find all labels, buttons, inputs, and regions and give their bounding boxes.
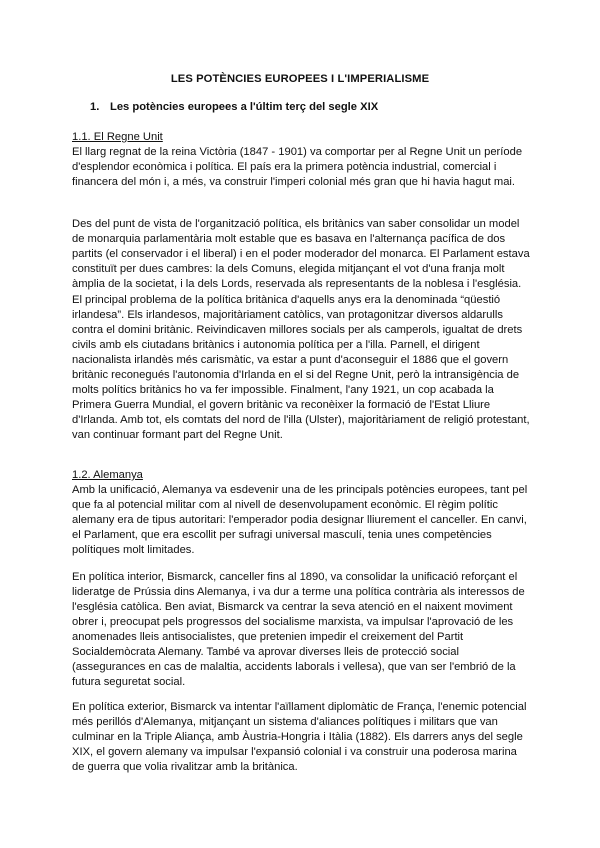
germany-heading: 1.2. Alemanya bbox=[72, 469, 143, 481]
germany-heading-block bbox=[72, 468, 532, 483]
germany-paragraph-3: En política exterior, Bismarck va intentar l'aïllament diplomàtic de França, l'enemic potencial més perillós d'Alemanya, mitjançant un sistema d'aliances polítiques i militars que van culminar en la Triple Aliança, amb Àustria-Hongria i Itàlia (1882). Els darrers anys del segle XIX, el govern alemany va impulsar l'expansió colonial i va construir una poderosa marina de guerra que volia rivalitzar amb la britànica. bbox=[72, 701, 527, 773]
section-title: Les potències europees a l'últim terç del segle XIX bbox=[110, 101, 379, 113]
uk-paragraph-3: El principal problema de la política britànica d'aquells anys era la denominada “qüestió irlandesa”. Els irlandesos, majoritàriament catòlics, van protagonitzar diversos aldarulls contra el domini britànic. Reivindicaven millores socials per als camperols, igualtat de drets civils amb els ciutadans britànics i autonomia política per a l'illa. Parnell, el dirigent nacionalista irlandès més carismàtic, va estar a punt d'aconseguir el 1886 que el govern britànic reconegués l'autonomia d'Irlanda en el si del Regne Unit, però la intransigència de molts polítics britànics ho va fer impossible. Finalment, l'any 1921, un cop acabada la Primera Guerra Mundial, el govern britànic va reconèixer la formació de l'Estat Lliure d'Irlanda. Amb tot, els comtats del nord de l'illa (Ulster), majoritàriament de religió protestant, van continuar formant part del Regne Unit. bbox=[72, 294, 530, 441]
germany-paragraph-2: En política interior, Bismarck, canceller fins al 1890, va consolidar la unificació reforçant el lideratge de Prússia dins Alemanya, i va dur a terme una política contrària als interessos de l'església catòlica. Ben aviat, Bismarck va centrar la seva atenció en el naixent moviment obrer i, preocupat pels progressos del socialisme marxista, va impulsar l'aprovació de les anomenades lleis antisocialistes, que pretenien impedir el creixement del Partit Socialdemòcrata Alemany. També va aprovar diverses lleis de protecció social (assegurances en cas de malaltia, accidents laborals i vellesa), que van ser l'embrió de la futura seguretat social. bbox=[72, 571, 525, 688]
document-title: LES POTÈNCIES EUROPEES I L'IMPERIALISME bbox=[170, 73, 430, 85]
section-number: 1. bbox=[90, 101, 100, 113]
uk-heading: 1.1. El Regne Unit bbox=[72, 131, 163, 143]
germany-paragraph-1: Amb la unificació, Alemanya va esdevenir una de les principals potències europees, tant pel que fa al potencial militar com al nivell de desenvolupament econòmic. El règim polític alemany era de tipus autoritari: l'emperador podia designar lliurement el canceller. En canvi, el Parlament, que era escollit per sufragi universal masculí, tenia unes competències polítiques molt limitades. bbox=[72, 484, 528, 556]
uk-paragraph-2: Des del punt de vista de l'organització política, els britànics van saber consolidar un model de monarquia parlamentària molt estable que es basava en l'alternança pacífica de dos partits (el conservador i el liberal) i en el poder moderador del monarca. El Parlament estava constituït per dues cambres: la dels Comuns, elegida mitjançant el vot d'una franja molt àmplia de la societat, i la dels Lords, reservada als representants de la noblesa i l'església. bbox=[72, 218, 530, 290]
section-heading bbox=[90, 100, 378, 115]
uk-paragraph-1: El llarg regnat de la reina Victòria (1847 - 1901) va comportar per al Regne Unit un període d'esplendor econòmica i política. El país era la primera potència industrial, comercial i financera del món i, a més, va construir l'imperi colonial més gran que hi havia hagut mai. bbox=[72, 146, 523, 188]
uk-heading-block bbox=[72, 130, 532, 145]
